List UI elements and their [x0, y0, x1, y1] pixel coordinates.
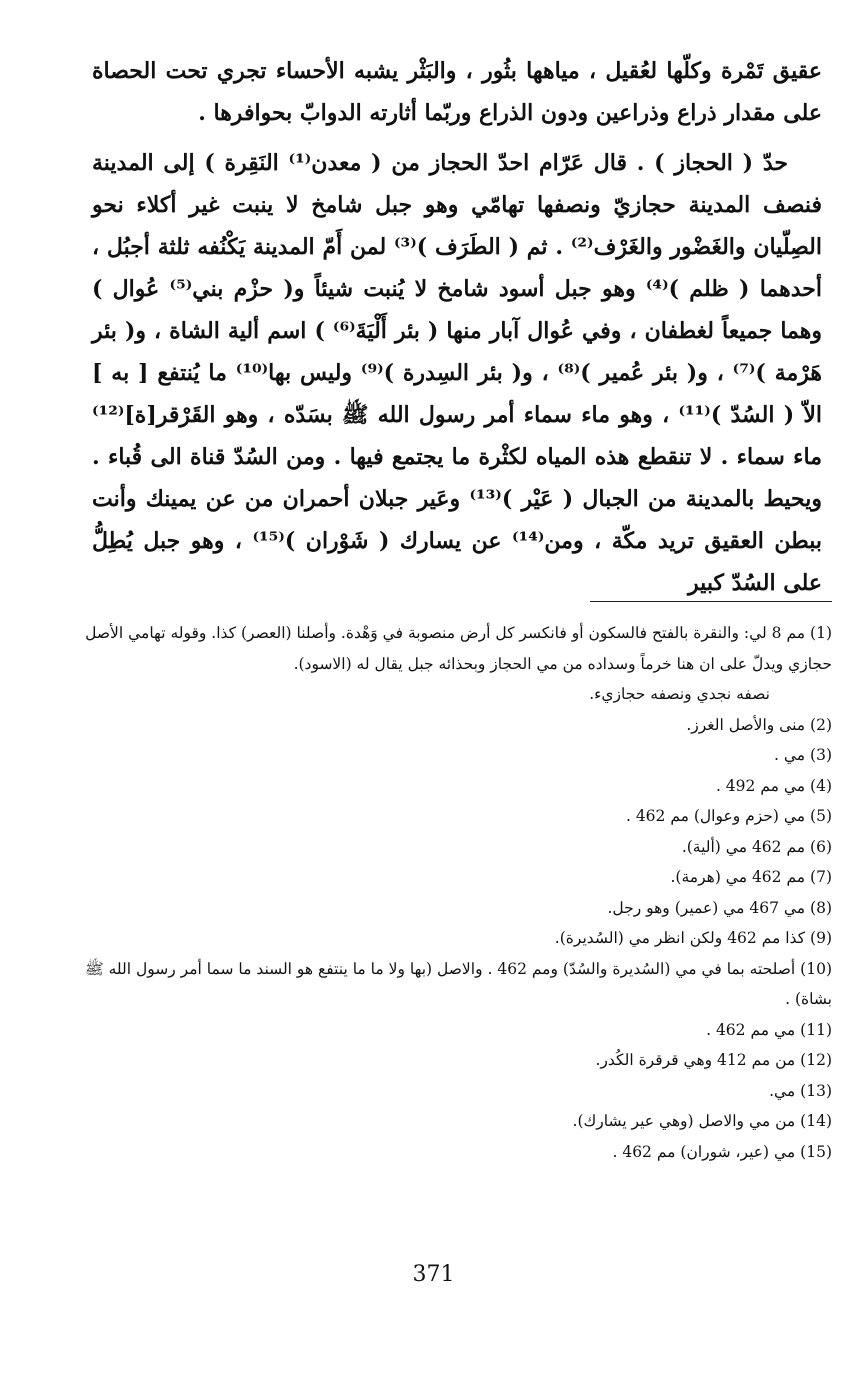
footnote-9: (9) كذا مم 462 ولكن انظر مي (السُديرة).: [554, 929, 832, 947]
footnote-7: (7) مم 462 مي (هرمة).: [670, 868, 832, 886]
footnote-8: (8) مي 467 مي (عمير) وهو رجل.: [607, 898, 832, 917]
footnote-11: (11) مي مم 462 .: [706, 1020, 832, 1039]
paragraph-2: حدّ ( الحجاز ) . قال عَرّام احدّ الحجاز من ( معدن⁽¹⁾ النَقِرة ) إلى المدينة فنصف المدينة حجازيّ ونصفها تهامّي وهو جبل شامخ لا ينبت غير أكلاء نحو الصِلّيان والغَضْور والغَرْف⁽²⁾ . ثم ( الطَرَف )⁽³⁾ لمن أَمّ المدينة يَكْنُفه ثلثة أجبُل ، أحدهما ( ظلم )⁽⁴⁾ وهو جبل أسود شامخ لا يُنبت شيئاً و( حزْم بني⁽⁵⁾ عُوال ) وهما جميعاً لغطفان ، وفي عُوال آبار منها ( بئر أَلْيَةَ⁽⁶⁾ ) اسم ألية الشاة ، و( بئر هَرْمة )⁽⁷⁾ ، و( بئر عُمير )⁽⁸⁾ ، و( بئر السِدرة )⁽⁹⁾ وليس بها⁽¹⁰⁾ ما يُنتفع [ به ] الاّ ( السُدّ )⁽¹¹⁾ ، وهو ماء سماء أمر رسول الله ﷺ بسَدّه ، وهو القَرْقر[ة]⁽¹²⁾ ماء سماء . لا تنقطع هذه المياه لكثْرة ما يجتمع فيها . ومن السُدّ قناة الى قُباء . ويحيط بالمدينة من الجبال ( عَيْر )⁽¹³⁾ وعَير جبلان أحمران من عن يمينك وأنت ببطن العقيق تريد مكّة ، ومن⁽¹⁴⁾ عن يسارك ( شَوْران )⁽¹⁵⁾ ، وهو جبل يُطِلُّ على السُدّ كبير: [92, 150, 823, 596]
footnotes: [60, 618, 832, 1167]
footnote-separator: [590, 601, 832, 602]
main-text: [92, 50, 822, 612]
footnote-5: (5) مي (حزم وعوال) مم 462 .: [625, 807, 832, 825]
footnote-15: (15) مي (عير، شوران) مم 462 .: [612, 1142, 832, 1161]
footnote-12: (12) من مم 412 وهي قرقرة الكُدر.: [595, 1051, 832, 1069]
footnote-13: (13) مي.: [769, 1081, 832, 1100]
paragraph-1: عقيق تَمْرة وكلّها لعُقيل ، مياهها بثُور ، والبَثْر يشبه الأحساء تجري تحت الحصاة على مقدار ذراع وذراعين ودون الذراع وربّما أثارته الدوابّ بحوافرها .: [92, 58, 822, 126]
footnote-1-continuation: نصفه نجدي ونصفه حجازيء.: [589, 685, 770, 703]
footnote-1: (1) مم 8 لي: والنقرة بالفتح فالسكون أو فانكسر كل أرض منصوبة في وَهْدة. وأصلنا (العصر) كذا. وقوله تهامي الأصل حجازي ويدلّ على ان هنا خرماً وسداده من مي الحجاز وبحذائه جبل يقال له (الاسود).: [85, 624, 832, 673]
footnote-2: (2) منى والأصل الغرز.: [686, 715, 832, 734]
footnote-14: (14) من مي والاصل (وهي عير يشارك).: [572, 1112, 832, 1130]
footnote-6: (6) مم 462 مي (ألية).: [681, 837, 832, 856]
page-number: 371: [412, 1262, 455, 1287]
footnote-3: (3) مي .: [774, 746, 832, 764]
footnote-4: (4) مي مم 492 .: [715, 776, 832, 795]
footnote-10: (10) أصلحته بما في مي (السُديرة والسُدّ) ومم 462 . والاصل (بها ولا ما ما ينتفع هو السند ما سما أمر رسول الله ﷺ بشاة) .: [84, 959, 832, 1008]
